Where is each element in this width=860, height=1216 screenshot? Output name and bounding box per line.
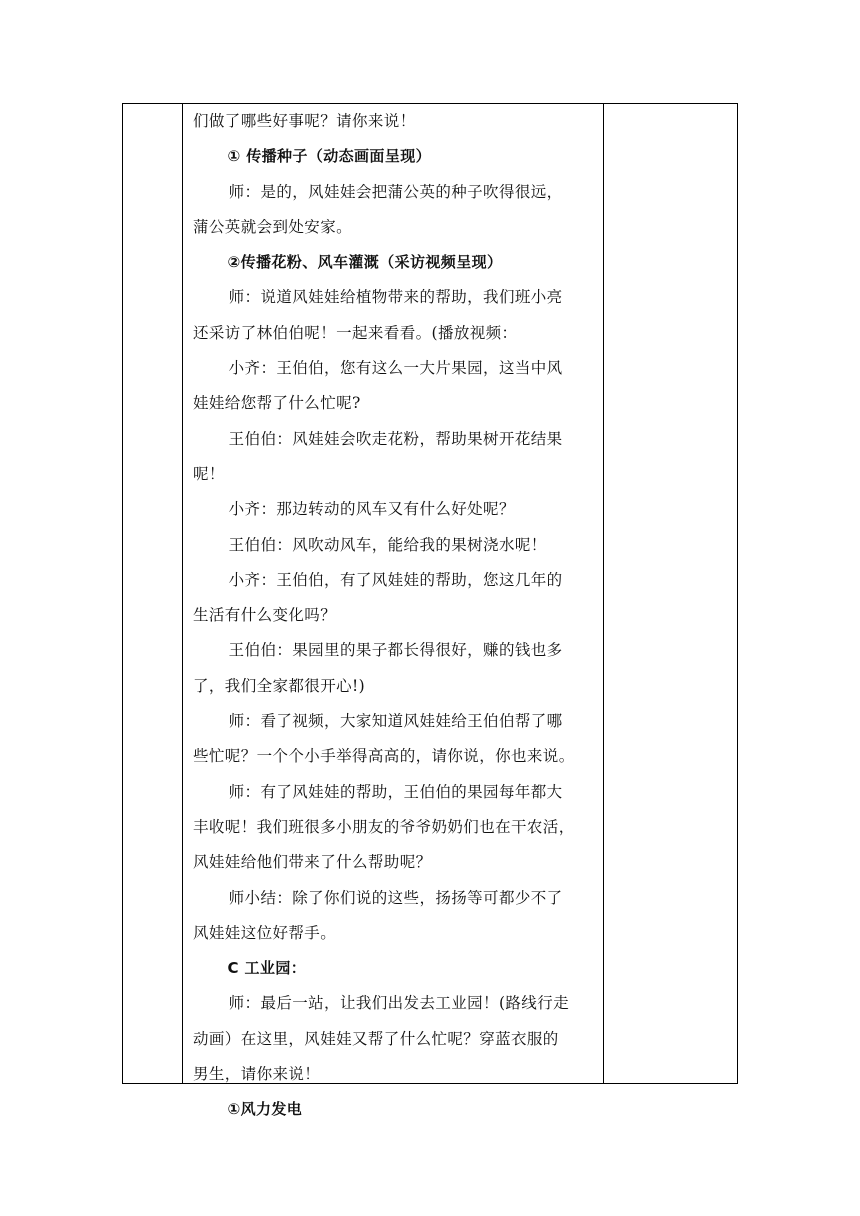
text-line: 蒲公英就会到处安家。 xyxy=(193,217,353,236)
text-line: 们做了哪些好事呢？请你来说！ xyxy=(193,112,416,130)
paragraph xyxy=(193,1092,595,1127)
paragraph xyxy=(193,775,595,881)
paragraph xyxy=(193,104,595,139)
paragraph xyxy=(193,563,595,634)
paragraph xyxy=(193,422,595,493)
text-line: 师：最后一站，让我们出发去工业园！(路线行走 xyxy=(228,994,569,1013)
text-line: 师：有了风娃娃的帮助，王伯伯的果园每年都大 xyxy=(228,782,563,801)
text-line: 小齐：王伯伯，有了风娃娃的帮助，您这几年的 xyxy=(228,570,563,589)
text-line: 王伯伯：果园里的果子都长得很好，赚的钱也多 xyxy=(228,641,563,660)
text-line: 生活有什么变化吗？ xyxy=(193,606,337,625)
text-line: 风娃娃这位好帮手。 xyxy=(193,923,337,942)
text-line: 师：说道风娃娃给植物带来的帮助，我们班小亮 xyxy=(228,288,563,307)
column-divider-2 xyxy=(603,104,604,1083)
text-line: ①风力发电 xyxy=(227,1100,303,1119)
text-line: 娃娃给您帮了什么忙呢? xyxy=(193,394,361,413)
text-line: 师：看了视频，大家知道风娃娃给王伯伯帮了哪 xyxy=(228,712,563,731)
text-line: 小齐：王伯伯，您有这么一大片果园，这当中风 xyxy=(228,359,563,378)
lesson-table xyxy=(122,103,738,1119)
paragraph xyxy=(193,280,595,351)
paragraph xyxy=(193,704,595,775)
paragraph xyxy=(193,986,595,1092)
text-line: ① 传播种子（动态画面呈现） xyxy=(227,147,432,166)
text-line: C 工业园： xyxy=(227,959,307,978)
paragraph xyxy=(193,951,595,986)
paragraph xyxy=(193,175,595,246)
paragraph xyxy=(193,139,595,174)
text-line: 还采访了林伯伯呢！一起来看看。(播放视频： xyxy=(193,323,518,342)
text-line: 师：是的，风娃娃会把蒲公英的种子吹得很远， xyxy=(228,182,563,201)
text-line: 了，我们全家都很开心!) xyxy=(193,676,366,695)
text-line: 呢！ xyxy=(193,464,225,483)
text-line: 小齐：那边转动的风车又有什么好处呢？ xyxy=(228,500,515,519)
paragraph xyxy=(193,528,595,563)
text-line: 师小结：除了你们说的这些，扬扬等可都少不了 xyxy=(228,888,563,907)
lesson-content-cell xyxy=(193,104,595,1128)
text-line: 动画）在这里，风娃娃又帮了什么忙呢？穿蓝衣服的 xyxy=(193,1029,559,1048)
paragraph xyxy=(193,633,595,704)
text-line: 男生，请你来说！ xyxy=(193,1065,321,1084)
paragraph xyxy=(193,245,595,280)
text-line: 王伯伯：风吹动风车，能给我的果树浇水呢！ xyxy=(228,535,547,554)
paragraph xyxy=(193,881,595,952)
text-line: 王伯伯：风娃娃会吹走花粉，帮助果树开花结果 xyxy=(228,429,563,448)
text-line: 风娃娃给他们带来了什么帮助呢？ xyxy=(193,853,432,872)
text-line: ②传播花粉、风车灌溉（采访视频呈现） xyxy=(227,253,503,272)
text-line: 丰收呢！我们班很多小朋友的爷爷奶奶们也在干农活， xyxy=(193,817,575,836)
column-divider-1 xyxy=(182,104,183,1083)
text-line: 些忙呢？一个个小手举得高高的，请你说，你也来说。 xyxy=(193,747,575,766)
paragraph xyxy=(193,351,595,422)
paragraph xyxy=(193,492,595,527)
